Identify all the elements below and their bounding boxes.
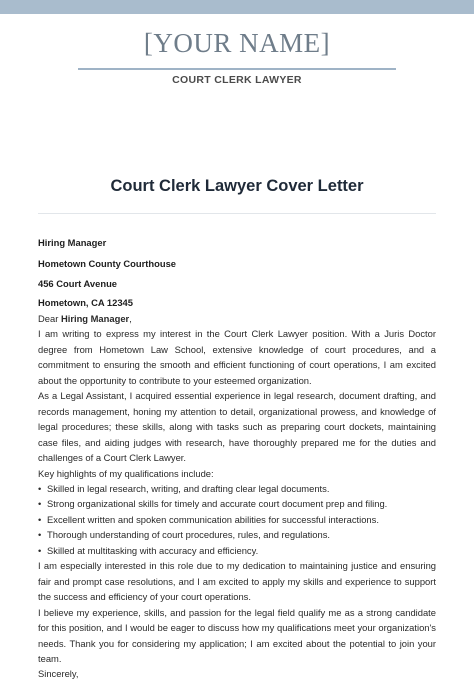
recipient-organization: Hometown County Courthouse <box>38 258 177 269</box>
highlights-intro: Key highlights of my qualifications include: <box>38 467 214 479</box>
list-item: • Strong organizational skills for timely and accurate court document prep and filing. <box>38 496 436 511</box>
list-item: • Skilled in legal research, writing, and drafting clear legal documents. <box>38 481 436 496</box>
bullet-icon: • <box>38 482 42 494</box>
job-title-subtitle: COURT CLERK LAWYER <box>172 74 302 86</box>
title-divider <box>38 213 436 214</box>
applicant-name: [YOUR NAME] <box>143 28 331 58</box>
paragraph-intro: I am writing to express my interest in the Court Clerk Lawyer position. With a Juris Doctor degree from Hometown Law School, extensive knowledge of court procedures, and a commitment to ensuring the smooth and efficient functioning of court operations, I am excited about the opportunity to contribute to your esteemed organization. <box>38 328 436 386</box>
bullet-icon: • <box>38 544 42 556</box>
sign-off: Sincerely, <box>38 668 79 680</box>
recipient-name: Hiring Manager <box>38 237 107 248</box>
bullet-icon: • <box>38 498 42 510</box>
salutation-name: Hiring Manager <box>60 313 130 324</box>
bullet-icon: • <box>38 513 42 525</box>
highlights-list <box>38 481 436 558</box>
list-item: • Excellent written and spoken communication abilities for successful interactions. <box>38 512 436 527</box>
paragraph-experience: As a Legal Assistant, I acquired essential experience in legal research, document drafting, and records management, honing my attention to detail, organizational prowess, and knowledge of legal procedures; these skills, along with tasks such as preparing court dockets, maintaining case files, and aiding judges with research, have thoroughly prepared me for the duties and challenges of a Court Clerk Lawyer. <box>38 390 436 464</box>
list-item: • Thorough understanding of court procedures, rules, and regulations. <box>38 527 436 542</box>
document-title: Court Clerk Lawyer Cover Letter <box>110 177 364 195</box>
bullet-icon: • <box>38 529 42 541</box>
name-divider <box>78 68 396 70</box>
salutation: Dear Hiring Manager, <box>38 313 132 324</box>
top-accent-band <box>0 0 474 14</box>
paragraph-closing: I believe my experience, skills, and passion for the legal field qualify me as a strong candidate for this position, and I would be eager to discuss how my qualifications meet your organization's needs. Thank you for considering my application; I am excited about the potential to join your team. <box>38 606 436 664</box>
list-item: • Skilled at multitasking with accuracy and efficiency. <box>38 543 436 558</box>
paragraph-motivation: I am especially interested in this role due to my dedication to maintaining justice and ensuring fair and prompt case resolutions, and I am excited to apply my skills and experience to support the success and efficiency of your court operations. <box>38 560 436 603</box>
letter-body <box>38 311 436 682</box>
recipient-street: 456 Court Avenue <box>38 278 118 289</box>
recipient-city: Hometown, CA 12345 <box>38 297 133 308</box>
